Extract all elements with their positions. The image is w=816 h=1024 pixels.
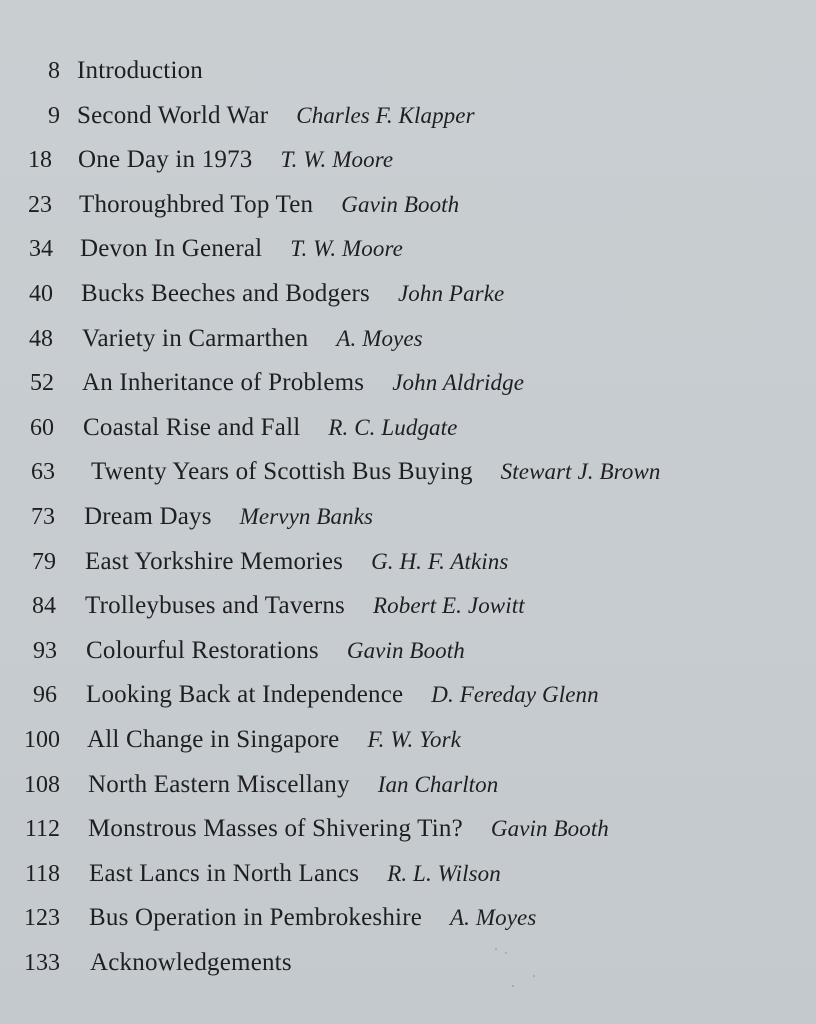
entry-text [82,364,524,405]
chapter-title: An Inheritance of Problems [82,369,365,397]
chapter-author: Mervyn Banks [239,503,374,529]
chapter-title: Twenty Years of Scottish Bus Buying [91,458,473,486]
toc-entry [0,766,816,811]
chapter-title: Looking Back at Independence [86,681,404,709]
page-number: 34 [29,236,53,263]
page-number: 60 [30,414,54,441]
chapter-author: A. Moyes [450,905,537,931]
chapter-author: G. H. F. Atkins [371,548,509,574]
toc-entry [0,543,816,588]
table-of-contents [0,52,816,988]
entry-text [86,676,599,717]
toc-entry [0,275,816,320]
page-number: 100 [24,726,60,753]
entry-text [85,543,508,584]
chapter-author: John Aldridge [392,370,525,396]
chapter-author: Gavin Booth [346,637,465,663]
entry-text [78,141,393,182]
page-number: 18 [28,147,52,174]
toc-entry [0,141,816,186]
chapter-title: Devon In General [80,235,263,263]
chapter-author: T. W. Moore [280,147,394,173]
entry-text [77,52,203,93]
chapter-title: Variety in Carmarthen [82,324,309,352]
page-number: 63 [31,459,55,486]
entry-text [88,766,498,807]
page-number: 52 [30,370,54,397]
page-number: 23 [28,191,52,218]
entry-text [87,721,461,762]
page-number: 8 [48,58,60,84]
chapter-author: T. W. Moore [290,236,403,262]
chapter-title: Bus Operation in Pembrokeshire [89,904,423,932]
toc-entry [0,230,816,275]
toc-entry [0,320,816,365]
chapter-author: R. C. Ludgate [328,414,458,440]
page-number: 48 [29,325,53,352]
entry-text [91,453,661,494]
chapter-title: Colourful Restorations [86,636,319,664]
entry-text [81,275,504,316]
entry-text [89,899,536,940]
toc-entry [0,721,816,766]
page-number: 108 [24,771,60,798]
paper-speck [495,948,497,950]
chapter-title: Bucks Beeches and Bodgers [81,279,370,307]
chapter-title: Second World War [77,101,269,129]
page-number: 96 [33,682,57,709]
chapter-title: East Lancs in North Lancs [89,859,360,887]
entry-text [84,498,373,539]
toc-entry [0,944,816,989]
chapter-title: One Day in 1973 [78,146,253,174]
chapter-author: Charles F. Klapper [296,102,475,128]
toc-entry [0,587,816,632]
toc-entry [0,409,816,454]
entry-text [85,587,525,628]
paper-speck [505,952,507,954]
toc-entry [0,97,816,142]
chapter-title: Acknowledgements [90,948,292,976]
page-number: 84 [32,593,56,620]
chapter-author: R. L. Wilson [387,860,501,886]
chapter-title: Monstrous Masses of Shivering Tin? [88,815,463,843]
paper-speck [512,985,514,987]
toc-entry [0,676,816,721]
toc-entry [0,899,816,944]
entry-text [89,855,501,896]
chapter-author: F. W. York [367,726,461,752]
toc-entry [0,186,816,231]
entry-text [90,944,292,985]
chapter-author: Ian Charlton [377,771,499,797]
page-number: 73 [31,503,55,530]
chapter-author: D. Fereday Glenn [431,682,599,708]
toc-entry [0,498,816,543]
chapter-title: Dream Days [84,502,212,530]
toc-entry [0,810,816,855]
chapter-author: Stewart J. Brown [500,459,661,485]
toc-entry [0,632,816,677]
entry-text [82,320,423,361]
chapter-title: Coastal Rise and Fall [83,413,301,441]
entry-text [77,97,475,138]
toc-entry [0,855,816,900]
toc-entry [0,52,816,97]
toc-entry [0,453,816,498]
entry-text [88,810,609,851]
page-number: 133 [24,949,60,976]
chapter-author: Robert E. Jowitt [372,593,525,619]
page-number: 9 [48,102,60,129]
page-number: 79 [32,548,56,575]
toc-entry [0,364,816,409]
chapter-author: A. Moyes [336,325,423,351]
page-number: 112 [24,816,60,843]
chapter-title: All Change in Singapore [87,725,340,753]
entry-text [83,409,457,450]
chapter-author: Gavin Booth [490,816,609,842]
entry-text [79,186,459,227]
chapter-title: North Eastern Miscellany [88,770,350,798]
paper-speck [533,975,535,977]
chapter-author: Gavin Booth [341,191,460,217]
page-number: 93 [33,637,57,664]
page-number: 40 [29,280,53,307]
chapter-title: Introduction [77,57,203,84]
entry-text [86,632,465,673]
chapter-title: Thoroughbred Top Ten [79,190,314,218]
chapter-title: Trolleybuses and Taverns [85,592,345,620]
page-number: 118 [24,860,60,887]
chapter-author: John Parke [397,280,505,306]
entry-text [80,230,403,271]
chapter-title: East Yorkshire Memories [85,547,344,575]
page-number: 123 [24,905,60,932]
